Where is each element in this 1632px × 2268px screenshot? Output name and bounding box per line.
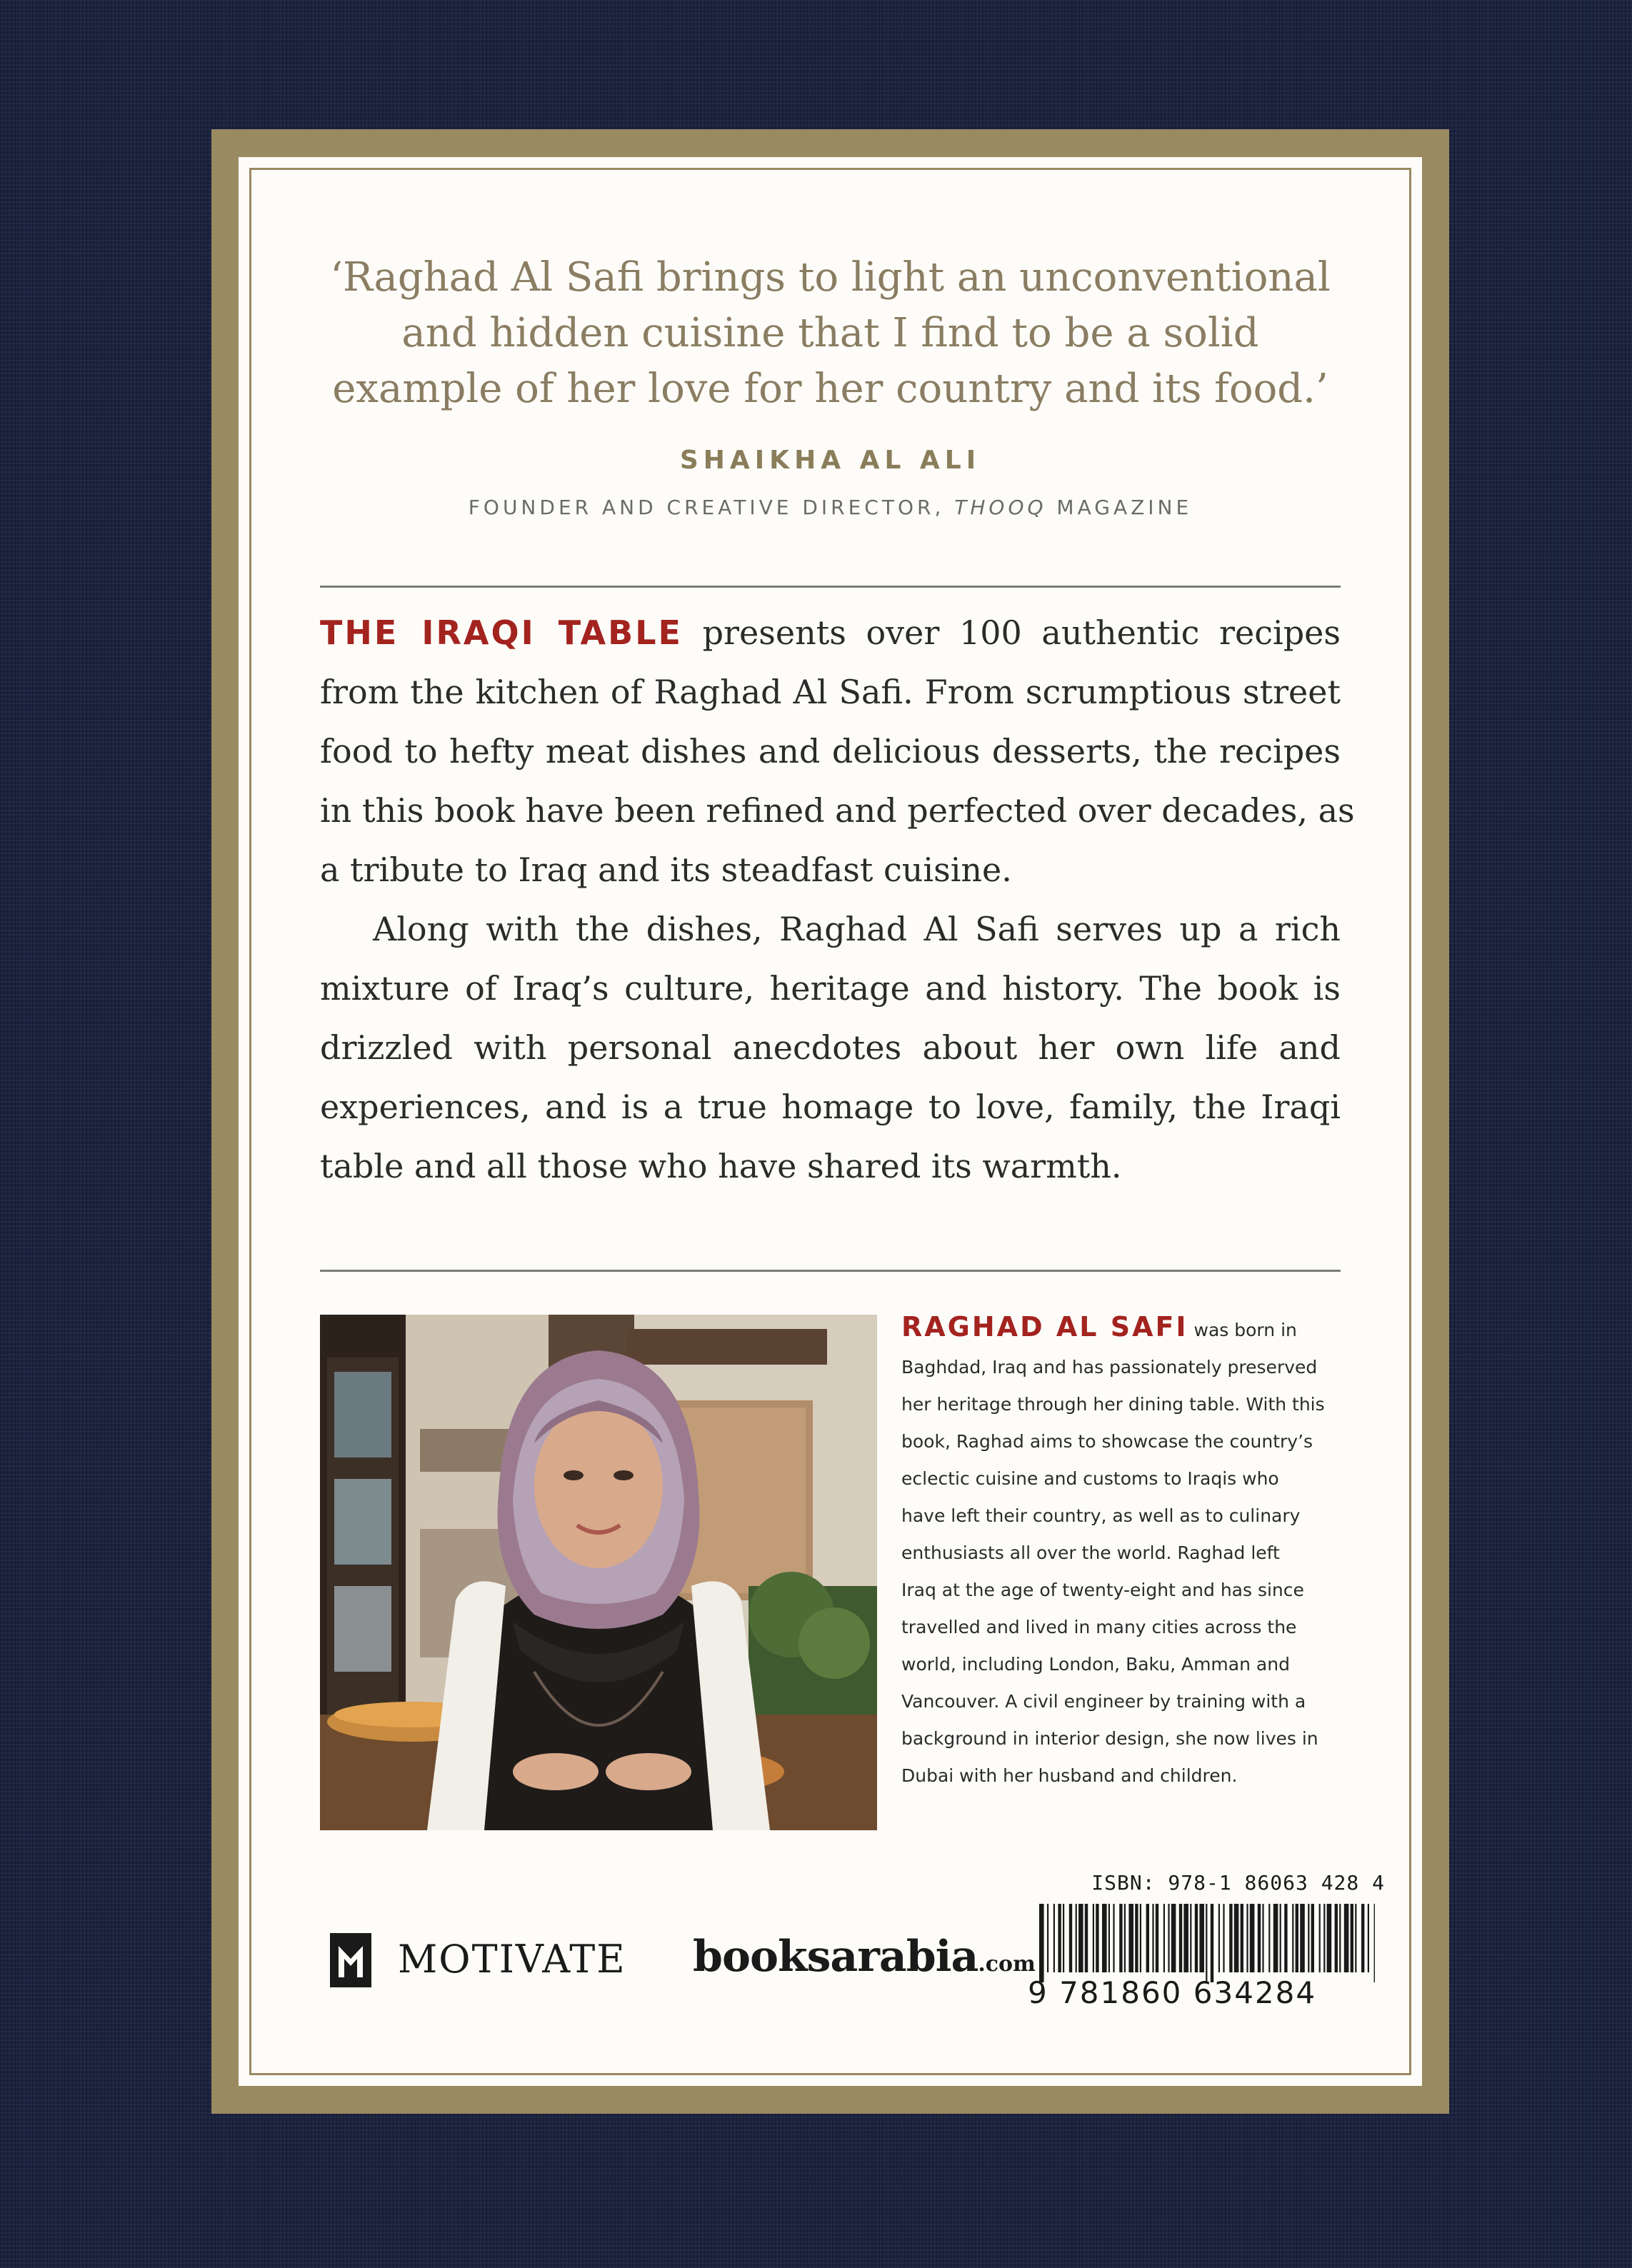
magazine-name: THOOQ: [954, 496, 1047, 519]
quote-author: SHAIKHA AL ALI: [679, 446, 981, 475]
barcode-bar: [1096, 1904, 1098, 1972]
barcode-bar: [1063, 1904, 1064, 1972]
barcode-bar: [1351, 1904, 1353, 1972]
barcode-bar: [1218, 1904, 1220, 1972]
author-name: RAGHAD AL SAFI: [901, 1311, 1188, 1343]
bio-line: world, including London, Baku, Amman and: [901, 1654, 1290, 1675]
content-panel: [239, 157, 1422, 2086]
barcode-bar: [1258, 1904, 1261, 1972]
barcode-bar: [1280, 1904, 1281, 1972]
barcode-bar: [1163, 1904, 1165, 1972]
motivate-logo-text: MOTIVATE: [398, 1937, 626, 1982]
barcode-bar: [1085, 1904, 1088, 1972]
desc-line: Along with the dishes, Raghad Al Safi serves up a rich: [373, 910, 1341, 948]
barcode-bar: [1152, 1904, 1153, 1972]
desc-line: a tribute to Iraq and its steadfast cuisine.: [320, 850, 1012, 889]
barcode-bar: [1058, 1904, 1061, 1972]
barcode-bar: [1323, 1904, 1325, 1972]
desc-line: THE IRAQI TABLE presents over 100 authentic recipes: [320, 613, 1341, 652]
barcode-bar: [1093, 1904, 1094, 1972]
divider-top: [320, 586, 1341, 588]
barcode-bar: [1183, 1904, 1188, 1972]
bio-line: Baghdad, Iraq and has passionately preserved: [901, 1357, 1318, 1378]
bio-line: Iraq at the age of twenty-eight and has since: [901, 1580, 1304, 1600]
barcode-bar: [1319, 1904, 1321, 1972]
barcode-bar: [1199, 1904, 1204, 1972]
quote-line: ‘Raghad Al Safi brings to light an unconventional: [330, 254, 1331, 301]
barcode-bar: [1190, 1904, 1191, 1972]
bio-line: her heritage through her dining table. With this: [901, 1394, 1325, 1415]
barcode-bar: [1284, 1904, 1287, 1972]
barcode-bar: [1108, 1904, 1110, 1972]
barcode-bar: [1135, 1904, 1138, 1972]
book-description: [320, 603, 1355, 1196]
barcode-bar: [1368, 1904, 1369, 1972]
desc-line: drizzled with personal anecdotes about her own life and: [320, 1028, 1341, 1067]
bio-line: travelled and lived in many cities across the: [901, 1617, 1297, 1637]
endorsement-quote: [239, 250, 1422, 417]
role-suffix: MAGAZINE: [1046, 496, 1193, 519]
barcode-bar: [1339, 1904, 1341, 1972]
barcode-bar: [1344, 1904, 1349, 1972]
barcode-bar: [1128, 1904, 1133, 1972]
barcode-bar: [1039, 1904, 1044, 1982]
barcode-bar: [1211, 1904, 1213, 1982]
barcode-bar: [1076, 1904, 1077, 1972]
bio-line: eclectic cuisine and customs to Iraqis who: [901, 1468, 1279, 1489]
desc-line: food to hefty meat dishes and delicious desserts, the recipes: [320, 732, 1341, 771]
cover-frame: [211, 129, 1449, 2114]
barcode-bar: [1119, 1904, 1122, 1972]
barcode-bar: [1168, 1904, 1169, 1972]
barcode-bar: [1361, 1904, 1364, 1972]
bio-line: background in interior design, she now lives in: [901, 1728, 1318, 1749]
barcode-bar: [1335, 1904, 1338, 1972]
barcode-bar: [1262, 1904, 1263, 1972]
desc-line: experiences, and is a true homage to love, family, the Iraqi: [320, 1088, 1341, 1126]
bio-line: enthusiasts all over the world. Raghad left: [901, 1542, 1280, 1563]
divider-middle: [320, 1270, 1341, 1272]
isbn-barcode: [1028, 1871, 1399, 2021]
barcode-bar: [1124, 1904, 1126, 1972]
barcode-bar: [1206, 1904, 1207, 1982]
barcode-bar: [1195, 1904, 1198, 1972]
barcode-bar: [1146, 1904, 1149, 1972]
barcode-digits: 9 781860 634284: [1028, 1975, 1317, 2010]
desc-line: in this book have been refined and perfected over decades, as: [320, 791, 1355, 830]
barcode-bar: [1069, 1904, 1072, 1972]
barcode-bar: [1308, 1904, 1309, 1972]
motivate-logo-icon: [330, 1933, 371, 1987]
barcode-bar: [1113, 1904, 1114, 1972]
desc-line: mixture of Iraq’s culture, heritage and history. The book is: [320, 969, 1341, 1008]
barcode-bar: [1327, 1904, 1332, 1972]
barcode-bar: [1374, 1904, 1375, 1982]
barcode-bar: [1250, 1904, 1255, 1972]
desc-line: from the kitchen of Raghad Al Safi. From scrumptious street: [320, 673, 1341, 711]
barcode-bar: [1053, 1904, 1055, 1972]
author-photo-illustration: [320, 1315, 877, 1830]
barcode-bar: [1246, 1904, 1248, 1972]
author-photo: [320, 1315, 877, 1830]
bio-line: Dubai with her husband and children.: [901, 1765, 1238, 1786]
barcode-bar: [1296, 1904, 1298, 1972]
barcode-bar: [1300, 1904, 1305, 1972]
role-prefix: FOUNDER AND CREATIVE DIRECTOR,: [468, 496, 955, 519]
booksarabia-logo: booksarabia.com: [693, 1932, 1036, 1982]
barcode-bar: [1234, 1904, 1239, 1972]
barcode-bar: [1078, 1904, 1083, 1972]
barcode-bar: [1140, 1904, 1141, 1972]
quote-line: and hidden cuisine that I find to be a solid: [401, 310, 1259, 356]
quote-line: example of her love for her country and its food.’: [332, 366, 1328, 412]
barcode-bars: [1039, 1904, 1375, 1982]
bio-line: RAGHAD AL SAFI was born in: [901, 1311, 1297, 1343]
barcode-bar: [1273, 1904, 1278, 1972]
barcode-bar: [1229, 1904, 1232, 1972]
barcode-bar: [1179, 1904, 1182, 1972]
desc-line: table and all those who have shared its warmth.: [320, 1147, 1122, 1185]
barcode-bar: [1311, 1904, 1314, 1972]
author-bio: [901, 1308, 1383, 1795]
barcode-bar: [1223, 1904, 1224, 1972]
quote-author-role: [239, 496, 1422, 519]
barcode-bar: [1102, 1904, 1107, 1972]
barcode-bar: [1241, 1904, 1243, 1972]
barcode-bar: [1355, 1904, 1356, 1972]
barcode-bar: [1047, 1904, 1048, 1972]
barcode-bar: [1268, 1904, 1270, 1972]
bio-line: Vancouver. A civil engineer by training with a: [901, 1691, 1306, 1712]
barcode-bar: [1156, 1904, 1158, 1972]
isbn-label: ISBN: 978-1 86063 428 4: [1091, 1871, 1385, 1895]
bio-line: have left their country, as well as to culinary: [901, 1505, 1301, 1526]
bio-line: book, Raghad aims to showcase the country’s: [901, 1431, 1313, 1452]
barcode-bar: [1292, 1904, 1293, 1972]
book-title: THE IRAQI TABLE: [320, 613, 683, 652]
barcode-bar: [1171, 1904, 1176, 1972]
